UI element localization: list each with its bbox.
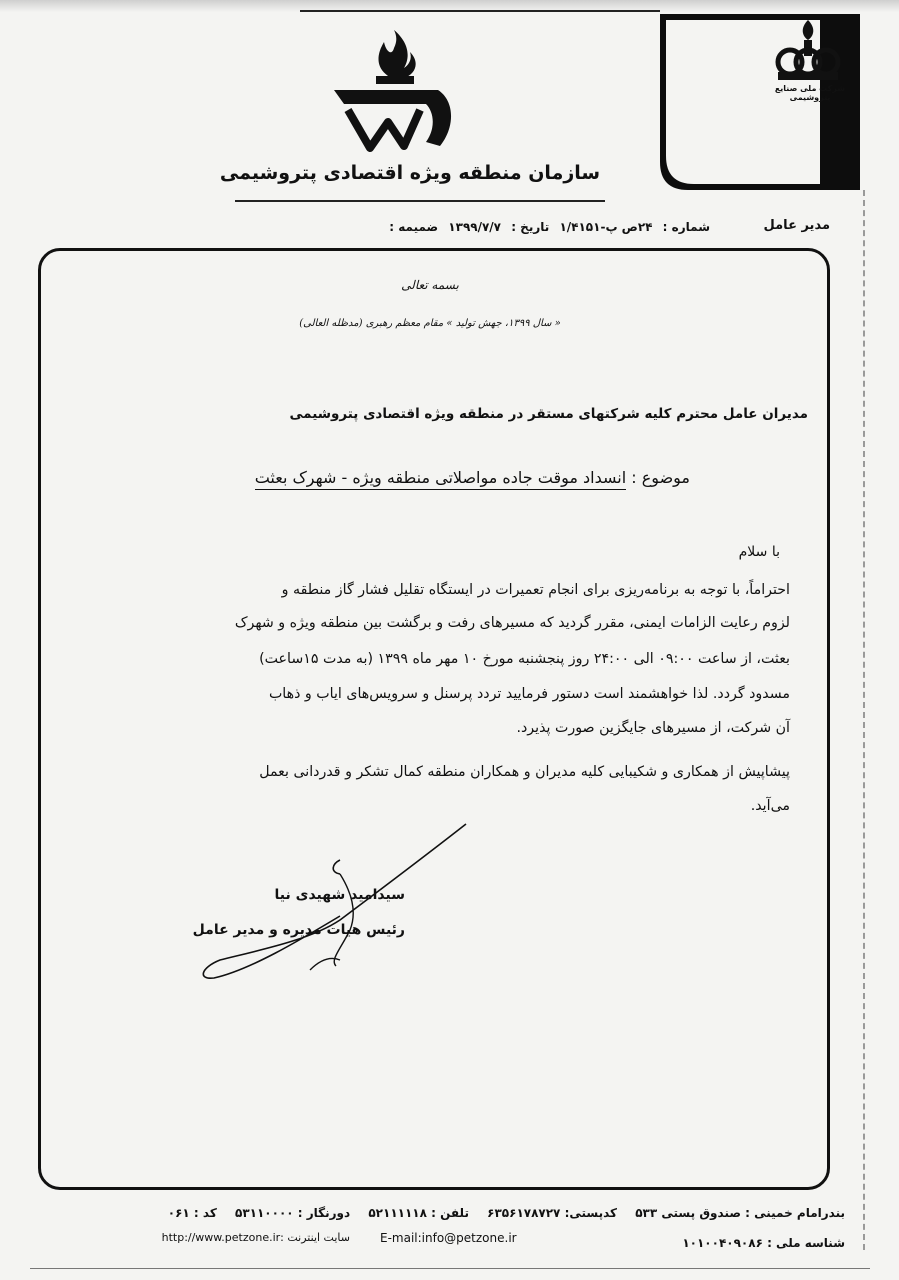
footer-national-id: شناسه ملی : ۱۰۱۰۰۴۰۹۰۸۶ <box>682 1236 845 1250</box>
body-line: لزوم رعایت الزامات ایمنی، مقرر گردید که مسیرهای رفت و برگشت بین منطقه ویژه و شهرک <box>234 615 790 631</box>
footer-email-link[interactable]: E-mail:info@petzone.ir <box>380 1231 517 1245</box>
number-value: ۲۴ص پ-۱/۴۱۵۱ <box>559 220 653 234</box>
footer-address: بندرامام خمینی : صندوق پستی ۵۳۳ <box>635 1206 845 1220</box>
ceo-tag: مدیر عامل <box>763 218 830 233</box>
npc-logo-icon <box>772 18 844 82</box>
footer-fax: دورنگار : ۵۳۱۱۰۰۰۰ <box>235 1206 351 1220</box>
footer-phone: تلفن : ۵۲۱۱۱۱۱۸ <box>368 1206 469 1220</box>
subject-label: موضوع : <box>631 468 690 487</box>
footer-contact-line <box>40 1206 845 1220</box>
letter-meta-line <box>190 220 710 234</box>
body-line: می‌آید. <box>750 798 790 814</box>
body-line: آن شرکت، از مسیرهای جایگزین صورت پذیرد. <box>516 720 790 736</box>
header-top-rule <box>300 10 660 12</box>
attachment-label: ضمیمه : <box>389 220 439 234</box>
subject-line <box>150 468 690 487</box>
body-line: مسدود گردد. لذا خواهشمند است دستور فرمایید تردد پرسنل و سرویس‌های ایاب و ذهاب <box>268 686 790 702</box>
footer-rule <box>30 1268 870 1269</box>
body-line: احتراماً، با توجه به برنامه‌ریزی برای انجام تعمیرات در ایستگاه تقلیل فشار گاز منطقه و <box>281 582 790 598</box>
bismillah: بسمه تعالی <box>401 278 459 292</box>
letter-frame <box>38 248 830 1190</box>
organization-name: سازمان منطقه ویژه اقتصادی پتروشیمی <box>219 162 601 184</box>
npc-caption: شرکت ملی صنایع پتروشیمی <box>774 84 846 102</box>
body-line: بعثت، از ساعت ۰۹:۰۰ الی ۲۴:۰۰ روز پنجشنبه مورخ ۱۰ مهر ماه ۱۳۹۹ (به مدت ۱۵ساعت) <box>259 651 790 667</box>
date-label: تاریخ : <box>511 220 550 234</box>
footer-postal-code: کدپستی: ۶۳۵۶۱۷۸۷۲۷ <box>487 1206 618 1220</box>
signatory-name: سیدامید شهیدی نیا <box>274 887 405 903</box>
recipient-line: مدیران عامل محترم کلیه شرکتهای مستقر در منطقه ویژه اقتصادی پتروشیمی <box>289 406 808 422</box>
footer-area-code: کد : ۰۶۱ <box>167 1206 217 1220</box>
header-bottom-rule <box>235 200 605 202</box>
number-label: شماره : <box>662 220 710 234</box>
subject-text: انسداد موقت جاده مواصلاتی منطقه ویژه - شهرک بعثت <box>255 468 627 490</box>
greeting: با سلام <box>738 544 780 560</box>
body-line: پیشاپیش از همکاری و شکیبایی کلیه مدیران و همکاران منطقه کمال تشکر و قدردانی بعمل <box>259 764 790 780</box>
page-edge <box>863 190 865 1250</box>
year-slogan: « سال ۱۳۹۹، جهش تولید » مقام معظم رهبری (مدظله العالی) <box>299 318 561 329</box>
footer-website-link[interactable]: سایت اینترنت :http://www.petzone.ir <box>161 1231 350 1244</box>
date-value: ۱۳۹۹/۷/۷ <box>448 220 502 234</box>
signatory-title: رئیس هیات مدیره و مدیر عامل <box>192 922 405 938</box>
petzone-logo-icon <box>330 30 460 160</box>
handwritten-signature <box>190 820 480 990</box>
